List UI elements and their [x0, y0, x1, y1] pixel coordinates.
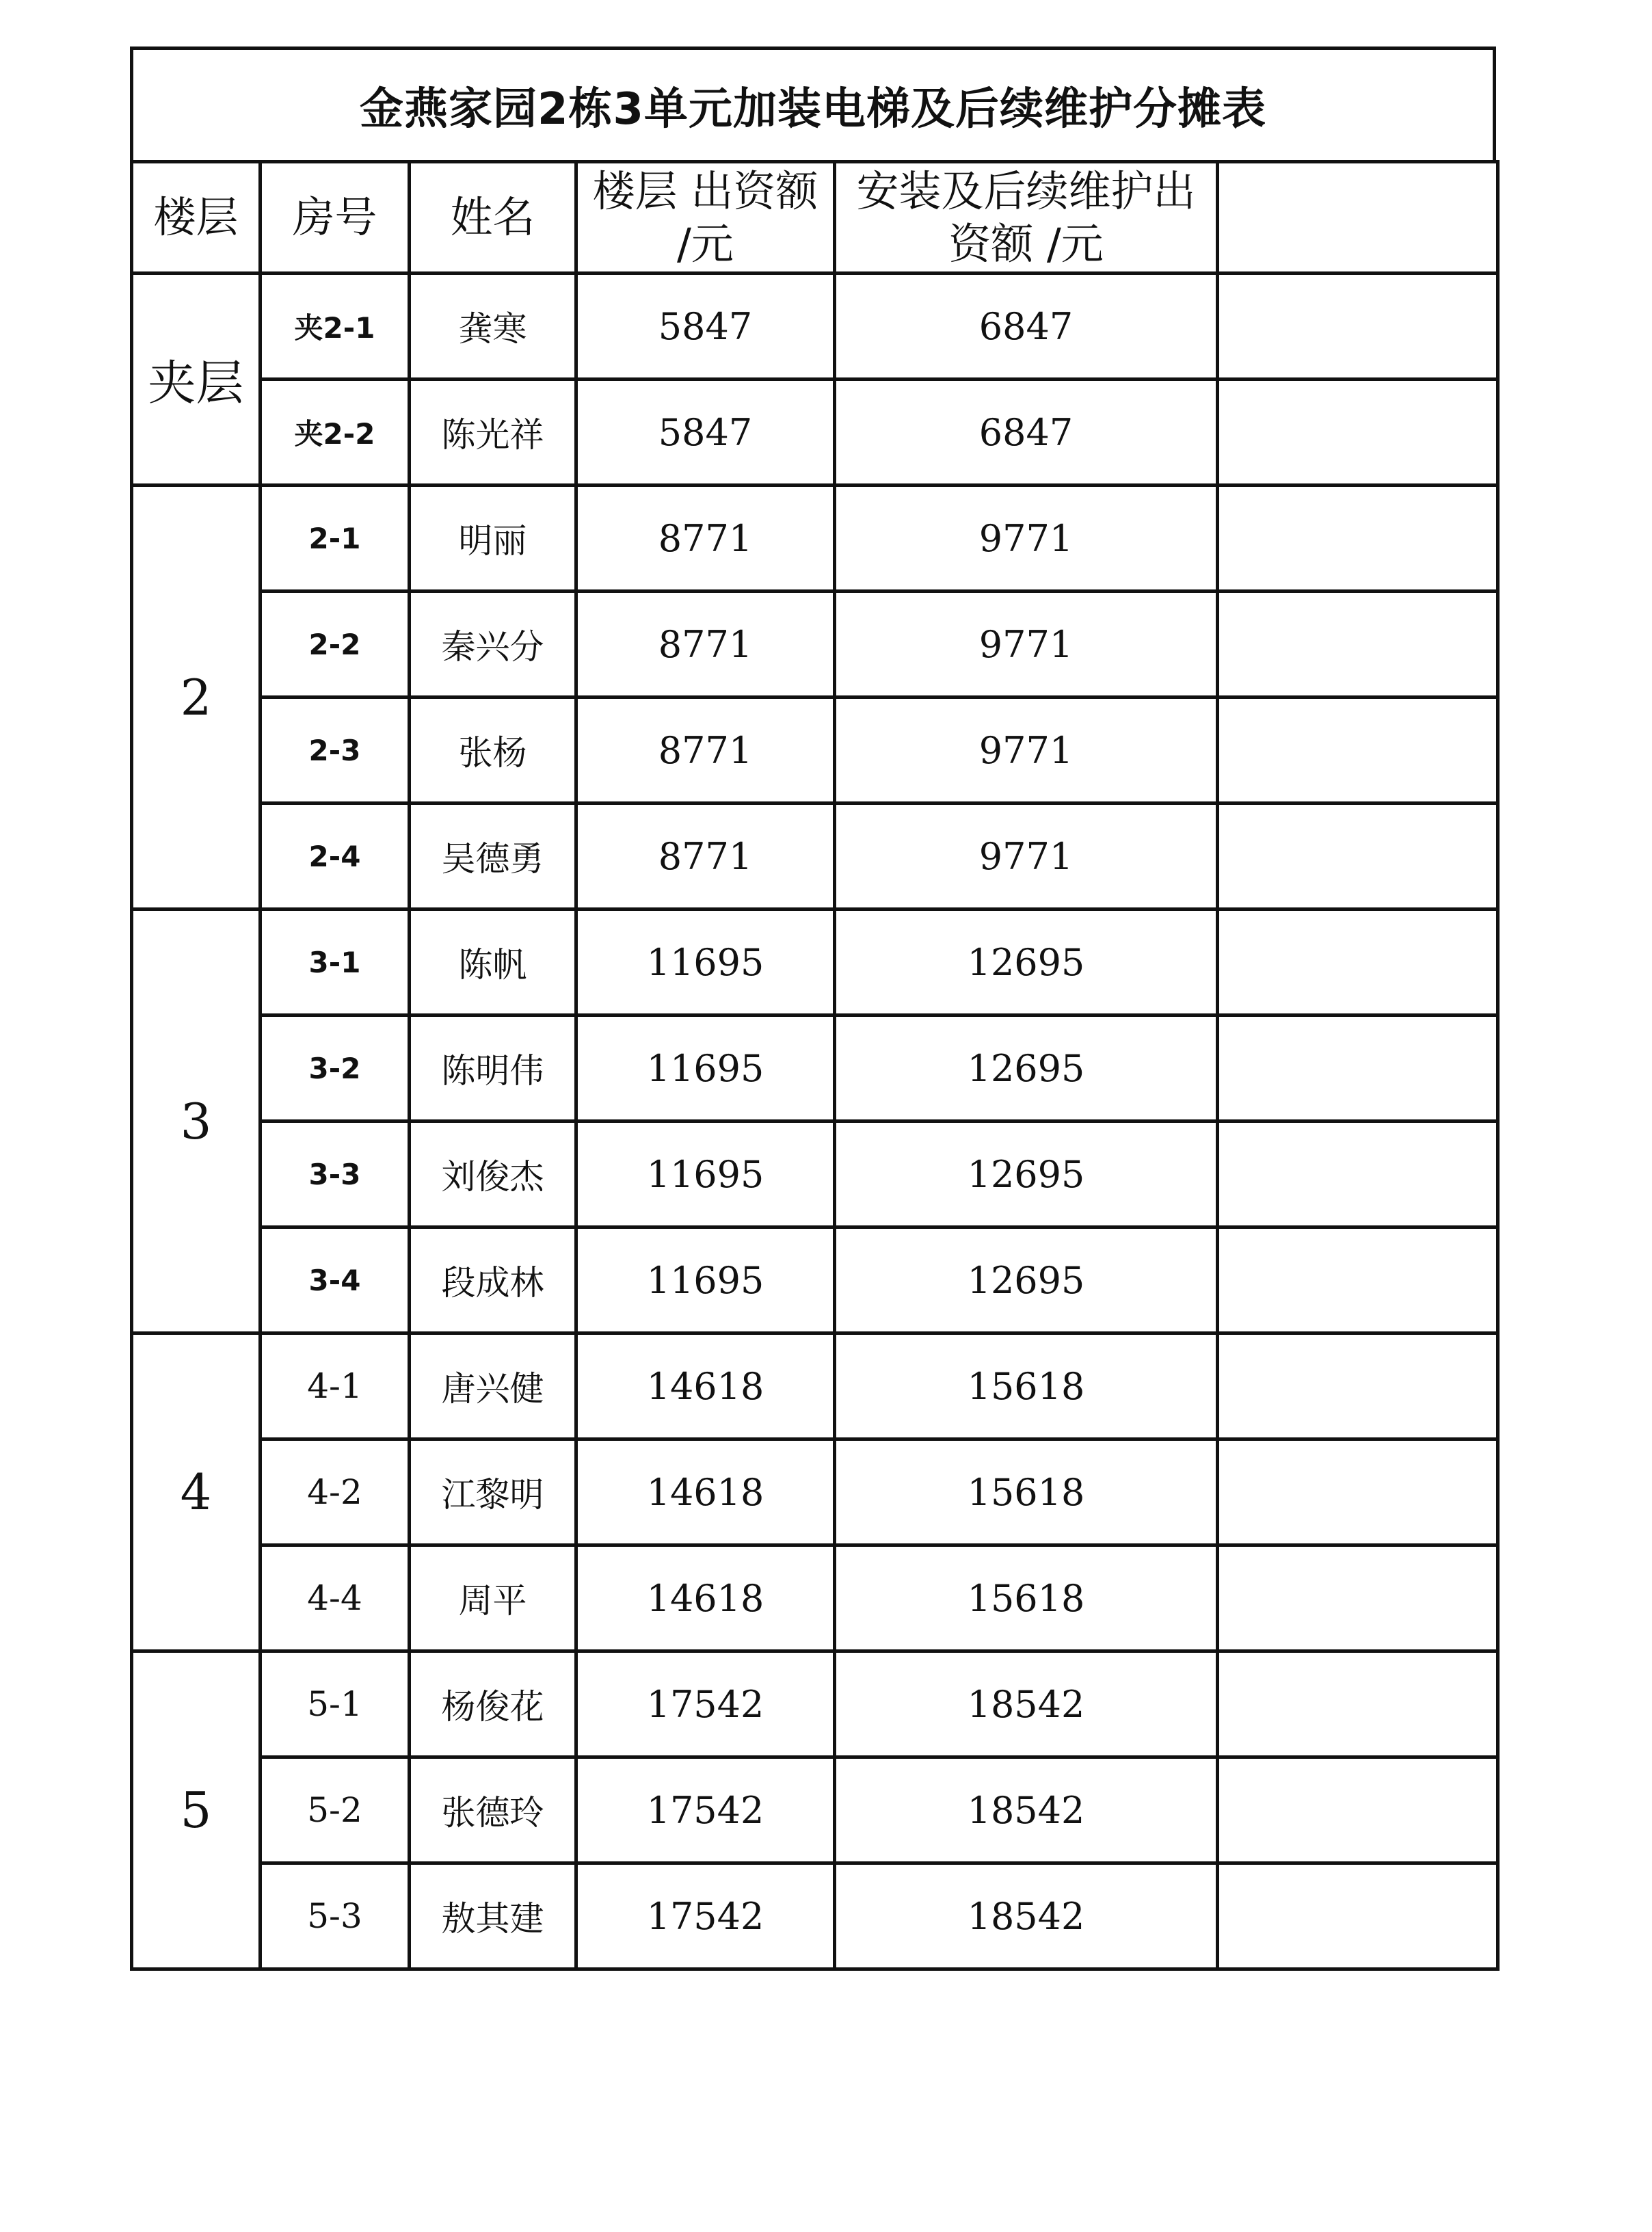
- name-cell: 陈帆: [410, 909, 576, 1015]
- floor-cell: 3: [132, 909, 261, 1333]
- total-amount-cell: 15618: [835, 1333, 1218, 1439]
- room-cell: 2-4: [261, 803, 410, 909]
- table-row: [132, 1121, 1498, 1227]
- name-cell: 明丽: [410, 486, 576, 592]
- table-body: [132, 274, 1498, 1969]
- floor-amount-cell: 5847: [576, 274, 835, 380]
- total-amount-cell: 18542: [835, 1863, 1218, 1969]
- total-amount-cell: 6847: [835, 274, 1218, 380]
- name-cell: 龚寒: [410, 274, 576, 380]
- table-row: [132, 1757, 1498, 1863]
- extra-cell: [1218, 698, 1498, 803]
- floor-amount-cell: 11695: [576, 1121, 835, 1227]
- table-row: [132, 803, 1498, 909]
- header-floor-amount-line2: /元: [677, 219, 734, 269]
- table-row: [132, 698, 1498, 803]
- header-floor: 楼层: [132, 162, 261, 274]
- room-cell: 夹2-1: [261, 274, 410, 380]
- name-cell: 刘俊杰: [410, 1121, 576, 1227]
- floor-amount-cell: 8771: [576, 592, 835, 698]
- name-cell: 段成林: [410, 1227, 576, 1333]
- total-amount-cell: 18542: [835, 1651, 1218, 1757]
- extra-cell: [1218, 803, 1498, 909]
- extra-cell: [1218, 1863, 1498, 1969]
- extra-cell: [1218, 1439, 1498, 1545]
- name-cell: 江黎明: [410, 1439, 576, 1545]
- extra-cell: [1218, 380, 1498, 486]
- floor-cell: 夹层: [132, 274, 261, 486]
- room-cell: 4-1: [261, 1333, 410, 1439]
- table-row: [132, 909, 1498, 1015]
- name-cell: 秦兴分: [410, 592, 576, 698]
- table-row: [132, 1227, 1498, 1333]
- extra-cell: [1218, 1757, 1498, 1863]
- header-extra: [1218, 162, 1498, 274]
- floor-amount-cell: 8771: [576, 698, 835, 803]
- table-row: [132, 1015, 1498, 1121]
- room-cell: 3-1: [261, 909, 410, 1015]
- header-total-amount-line1: 安装及后续维护出: [856, 165, 1196, 216]
- total-amount-cell: 12695: [835, 1015, 1218, 1121]
- extra-cell: [1218, 1333, 1498, 1439]
- floor-amount-cell: 11695: [576, 1227, 835, 1333]
- room-cell: 5-2: [261, 1757, 410, 1863]
- floor-cell: 4: [132, 1333, 261, 1651]
- header-floor-amount: [576, 162, 835, 274]
- total-amount-cell: 9771: [835, 698, 1218, 803]
- extra-cell: [1218, 909, 1498, 1015]
- table-row: [132, 1651, 1498, 1757]
- floor-amount-cell: 14618: [576, 1439, 835, 1545]
- extra-cell: [1218, 1651, 1498, 1757]
- floor-amount-cell: 14618: [576, 1333, 835, 1439]
- room-cell: 3-2: [261, 1015, 410, 1121]
- room-cell: 2-2: [261, 592, 410, 698]
- total-amount-cell: 15618: [835, 1545, 1218, 1651]
- floor-cell: 2: [132, 486, 261, 909]
- total-amount-cell: 12695: [835, 909, 1218, 1015]
- header-total-amount-line2: 资额 /元: [948, 219, 1104, 269]
- total-amount-cell: 9771: [835, 486, 1218, 592]
- room-cell: 3-4: [261, 1227, 410, 1333]
- extra-cell: [1218, 1015, 1498, 1121]
- room-cell: 夹2-2: [261, 380, 410, 486]
- room-cell: 5-3: [261, 1863, 410, 1969]
- floor-amount-cell: 11695: [576, 909, 835, 1015]
- room-cell: 4-4: [261, 1545, 410, 1651]
- header-total-amount: [835, 162, 1218, 274]
- name-cell: 张杨: [410, 698, 576, 803]
- floor-amount-cell: 17542: [576, 1863, 835, 1969]
- room-cell: 5-1: [261, 1651, 410, 1757]
- extra-cell: [1218, 1227, 1498, 1333]
- total-amount-cell: 9771: [835, 592, 1218, 698]
- floor-amount-cell: 17542: [576, 1651, 835, 1757]
- document-title: 金燕家园2栋3单元加装电梯及后续维护分摊表: [130, 46, 1496, 160]
- table-row: [132, 592, 1498, 698]
- name-cell: 杨俊花: [410, 1651, 576, 1757]
- table-row: [132, 1545, 1498, 1651]
- room-cell: 2-3: [261, 698, 410, 803]
- header-floor-amount-line1: 楼层 出资额: [592, 165, 818, 216]
- extra-cell: [1218, 592, 1498, 698]
- table-row: [132, 1863, 1498, 1969]
- extra-cell: [1218, 486, 1498, 592]
- room-cell: 3-3: [261, 1121, 410, 1227]
- room-cell: 4-2: [261, 1439, 410, 1545]
- total-amount-cell: 9771: [835, 803, 1218, 909]
- floor-amount-cell: 11695: [576, 1015, 835, 1121]
- total-amount-cell: 18542: [835, 1757, 1218, 1863]
- floor-amount-cell: 17542: [576, 1757, 835, 1863]
- name-cell: 敖其建: [410, 1863, 576, 1969]
- header-name: 姓名: [410, 162, 576, 274]
- name-cell: 吴德勇: [410, 803, 576, 909]
- floor-cell: 5: [132, 1651, 261, 1969]
- floor-amount-cell: 8771: [576, 803, 835, 909]
- name-cell: 张德玲: [410, 1757, 576, 1863]
- extra-cell: [1218, 274, 1498, 380]
- total-amount-cell: 6847: [835, 380, 1218, 486]
- header-row: [132, 162, 1498, 274]
- name-cell: 周平: [410, 1545, 576, 1651]
- table-row: [132, 1333, 1498, 1439]
- floor-amount-cell: 8771: [576, 486, 835, 592]
- extra-cell: [1218, 1121, 1498, 1227]
- table-row: [132, 274, 1498, 380]
- table-row: [132, 1439, 1498, 1545]
- table-row: [132, 380, 1498, 486]
- name-cell: 唐兴健: [410, 1333, 576, 1439]
- cost-sharing-sheet: [130, 46, 1496, 1971]
- name-cell: 陈光祥: [410, 380, 576, 486]
- floor-amount-cell: 5847: [576, 380, 835, 486]
- total-amount-cell: 15618: [835, 1439, 1218, 1545]
- room-cell: 2-1: [261, 486, 410, 592]
- cost-table: [130, 160, 1500, 1971]
- extra-cell: [1218, 1545, 1498, 1651]
- table-row: [132, 486, 1498, 592]
- total-amount-cell: 12695: [835, 1227, 1218, 1333]
- total-amount-cell: 12695: [835, 1121, 1218, 1227]
- header-room: 房号: [261, 162, 410, 274]
- floor-amount-cell: 14618: [576, 1545, 835, 1651]
- name-cell: 陈明伟: [410, 1015, 576, 1121]
